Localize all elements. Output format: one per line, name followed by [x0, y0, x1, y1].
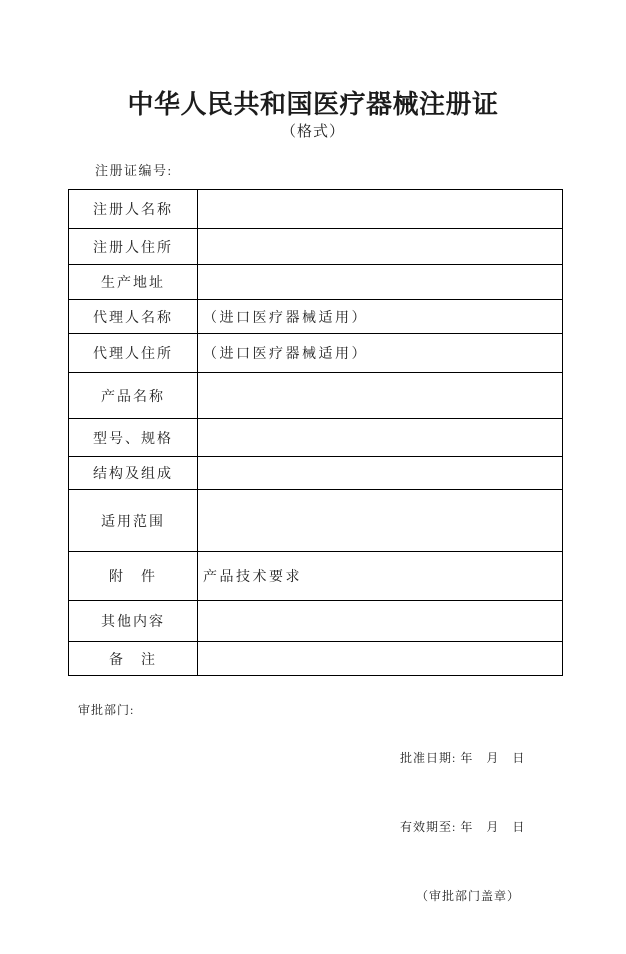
cert-number-label: 注册证编号:: [95, 163, 173, 178]
table-row: [69, 334, 563, 373]
table-row: [69, 457, 563, 490]
row-label: 注册人住所: [69, 229, 198, 265]
row-label: 代理人名称: [69, 300, 198, 334]
row-value: [198, 229, 563, 265]
row-label: 生产地址: [69, 265, 198, 300]
row-label: 型号、规格: [69, 419, 198, 457]
row-value: [198, 457, 563, 490]
table-row: [69, 642, 563, 676]
row-label: 产品名称: [69, 373, 198, 419]
row-label: 适用范围: [69, 490, 198, 552]
row-label: 其他内容: [69, 601, 198, 642]
row-value: [198, 642, 563, 676]
table-row: [69, 190, 563, 229]
approval-date-line: 批准日期: 年 月 日: [400, 751, 526, 765]
row-value: （进口医疗器械适用）: [198, 300, 563, 334]
row-value: [198, 490, 563, 552]
approval-dept-label: 审批部门:: [78, 703, 135, 717]
table-row: [69, 300, 563, 334]
registration-table: [68, 189, 563, 676]
approval-dates-block: [400, 701, 525, 954]
row-label: 结构及组成: [69, 457, 198, 490]
row-label: 备 注: [69, 642, 198, 676]
table-row: [69, 419, 563, 457]
table-row: [69, 490, 563, 552]
table-row: [69, 601, 563, 642]
document-subtitle: （格式）: [280, 124, 345, 140]
row-value: [198, 190, 563, 229]
row-value: 产品技术要求: [198, 552, 563, 601]
row-value: （进口医疗器械适用）: [198, 334, 563, 373]
row-value: [198, 373, 563, 419]
row-label: 代理人住所: [69, 334, 198, 373]
row-value: [198, 601, 563, 642]
table-row: [69, 265, 563, 300]
document-title: 中华人民共和国医疗器械注册证: [127, 90, 499, 119]
table-row: [69, 229, 563, 265]
seal-note: （审批部门盖章）: [416, 889, 521, 903]
row-value: [198, 265, 563, 300]
table-row: [69, 373, 563, 419]
table-row: [69, 552, 563, 601]
row-label: 注册人名称: [69, 190, 198, 229]
valid-until-line: 有效期至: 年 月 日: [400, 820, 526, 834]
row-value: [198, 419, 563, 457]
row-label: 附 件: [69, 552, 198, 601]
